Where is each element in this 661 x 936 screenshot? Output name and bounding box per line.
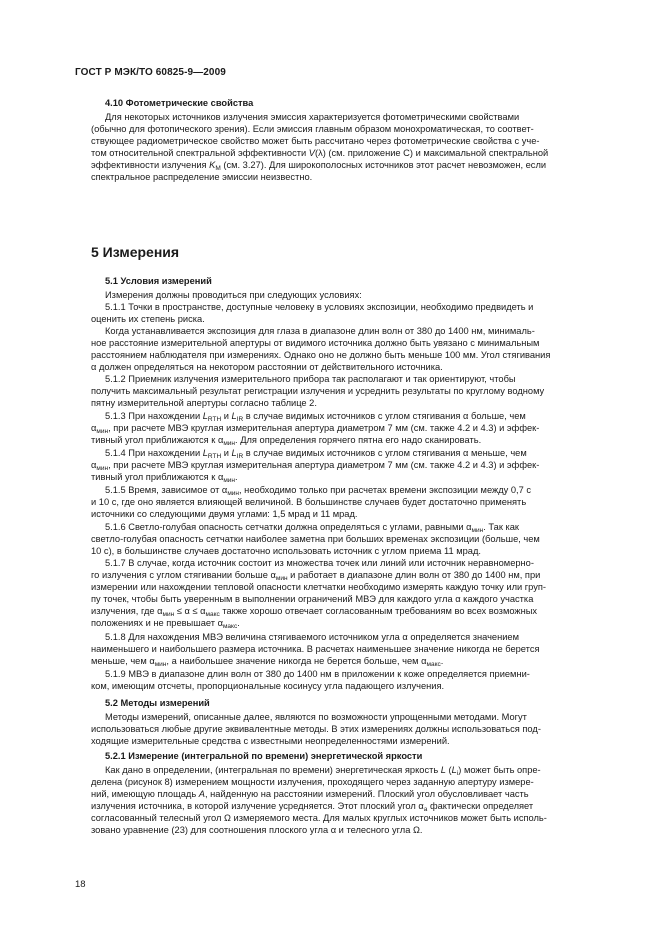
paragraph-line: ное расстояние измерительной апертуры от видимого источника должно быть увязано с минимальным (91, 338, 540, 348)
paragraph-line: Как дано в определении, (интегральная по времени) энергетическая яркость L $(L_i)$ может быть опре- (105, 765, 541, 777)
paragraph-line: 10 с), в большинстве случаев достаточно использовать источник с углом приема 11 мрад. (91, 546, 481, 556)
paragraph-line: 5.1.7 В случае, когда источник состоит из множества точек или линий или источник неравномерно- (105, 558, 534, 568)
paragraph-line: расстоянием наблюдателя при измерениях. Однако оно не должно быть меньше 100 мм. Угол стягивания (91, 350, 551, 360)
paragraph-line: эффективности излучения $K_M$ (см. 3.27). Для широкополосных источников этот расчет невозможен, если (91, 160, 547, 172)
paragraph-line: 5.1.2 Приемник излучения измерительного прибора так располагают и так ориентируют, чтобы (105, 374, 516, 384)
paragraph-line: и 10 с, где оно является влияющей величиной. В большинстве случаев будет достаточно применять (91, 497, 527, 507)
paragraph-line: 5.1.3 При нахождении $L_{RTH}$ и $L_{IR}$ в случае видимых источников с углом стягивания α больше, чем (105, 411, 526, 423)
paragraph-line: излучения, где $\alpha_{мин} \le \alpha \le \alpha_{макс}$ также хорошо отвечает согласованным требованиям во всех возможных (91, 606, 538, 618)
paragraph-line: ком, имеющим отсчеты, пропорциональные косинусу угла падающего излучения. (91, 681, 445, 691)
paragraph-line: 5.1.9 МВЭ в диапазоне длин волн от 380 до 1400 нм в приложении к коже определяется приемни- (105, 669, 530, 679)
paragraph-line: $\alpha_{мин}$, при расчете МВЭ круглая измерительная апертура диаметром 7 мм (см. также 4.2 и 4.3) и эффек- (91, 460, 540, 472)
section-5-title: 5 Измерения (91, 244, 180, 260)
paragraph-line: наименьшего и наибольшего размера источника. В расчетах наименьшее значение никогда не берется (91, 644, 540, 654)
paragraph-line: Для некоторых источников излучения эмиссия характеризуется фотометрическими свойствами (105, 112, 520, 122)
paragraph-line: Когда устанавливается экспозиция для глаза в диапазоне длин волн от 380 до 1400 нм, минималь- (105, 326, 535, 336)
section-4-10-title: 4.10 Фотометрические свойства (105, 98, 254, 108)
paragraph-line: 5.1.4 При нахождении $L_{RTH}$ и $L_{IR}$ в случае видимых источников с углом стягивания α меньше, чем (105, 448, 527, 460)
paragraph-line: измерении или нахождении тепловой опасности клетчатки необходимо измерять каждую точку или груп- (91, 582, 547, 592)
paragraph-line: том относительной спектральной эффективности V(λ) (см. приложение С) и максимальной спектральной (91, 148, 549, 158)
paragraph-line: согласованный телесный угол Ω измеряемого места. Для малых круглых источников может быть исполь- (91, 813, 547, 823)
section-5-1-title: 5.1 Условия измерений (105, 276, 212, 286)
section-5-2-title: 5.2 Методы измерений (105, 698, 210, 708)
document-header: ГОСТ Р МЭК/ТО 60825-9—2009 (75, 67, 226, 78)
paragraph-line: 5.1.6 Светло-голубая опасность сетчатки должна определяться с углами, равными $\alpha_{мин}$. Так как (105, 522, 519, 534)
paragraph-line: положениях и не превышает $\alpha_{макс}$. (91, 618, 240, 630)
paragraph-line: 5.1.8 Для нахождения МВЭ величина стягиваемого источником угла α определяется значением (105, 632, 519, 642)
paragraph-line: 5.1.1 Точки в пространстве, доступные человеку в условиях экспозиции, необходимо предвидеть и (105, 302, 534, 312)
paragraph-line: (обычно для фотопического зрения). Если эмиссия главным образом монохроматическая, то соответ- (91, 124, 534, 134)
paragraph-line: светло-голубая опасность сетчатки наиболее заметна при больших временах экспозиции (больше, чем (91, 534, 540, 544)
section-5-2-1-title: 5.2.1 Измерение (интегральной по времени) энергетической яркости (105, 751, 423, 761)
paragraph-line: меньше, чем $\alpha_{мин}$, а наибольшее значение никогда не берется больше, чем $\alpha_{макс}$. (91, 656, 444, 668)
paragraph-line: $\alpha_{мин}$, при расчете МВЭ круглая измерительная апертура диаметром 7 мм (см. также 4.2 и 4.3) и эффек- (91, 423, 540, 435)
paragraph-line: излучения источника, в которой излучение усредняется. Этот плоский угол $\alpha_a$ фактически определяет (91, 801, 534, 813)
paragraph-line: 5.1.5 Время, зависимое от $\alpha_{мин}$, необходимо только при расчетах времени экспозиции между 0,7 с (105, 485, 532, 497)
paragraph-line: го излучения с углом стягивании больше $\alpha_{мин}$ и работает в диапазоне длин волн от 380 до 1400 нм, при (91, 570, 541, 582)
paragraph-line: зовано уравнение (23) для соотношения плоского угла α и телесного угла Ω. (91, 825, 423, 835)
paragraph-line: спектральное распределение эмиссии неизвестно. (91, 172, 313, 182)
paragraph-line: делена (рисунок 8) измерением мощности излучения, проходящего через заданную апертуру измере- (91, 777, 534, 787)
paragraph-line: тивный угол приближаются к $\alpha_{мин}$. (91, 472, 238, 484)
paragraph-line: ходящие измерительные средства с известными неопределенностями измерений. (91, 736, 450, 746)
paragraph-line: получить максимальный результат регистрации излучения и усреднить результаты по круглому водному (91, 386, 545, 396)
paragraph-line: α должен определяться на некотором расстоянии от действительного источника. (91, 362, 443, 372)
paragraph-line: Измерения должны проводиться при следующих условиях: (105, 290, 362, 300)
paragraph-line: использоваться любые другие эквивалентные методы. В этих измерениях должны использоваться под- (91, 724, 541, 734)
page-number: 18 (75, 879, 86, 890)
paragraph-line: источники со следующими двумя углами: 1,5 мрад и 11 мрад. (91, 509, 358, 519)
paragraph-line: Методы измерений, описанные далее, являются по возможности упрощенными методами. Могут (105, 712, 527, 722)
paragraph-line: пу точек, чтобы быть уверенным в выполнении ограничений МВЭ для каждого угла α каждого участка (91, 594, 534, 604)
paragraph-line: ний, имеющую площадь A, найденную на расстоянии измерений. Плоский угол обусловливает часть (91, 789, 529, 799)
paragraph-line: пятну измерительной апертуры согласно таблице 2. (91, 398, 317, 408)
paragraph-line: тивный угол приближаются к $\alpha_{мин}$. Для определения горячего пятна его надо сканировать. (91, 435, 482, 447)
paragraph-line: оценить их степень риска. (91, 314, 205, 324)
paragraph-line: ствующее радиометрическое свойство может быть рассчитано через фотометрические свойства с уче- (91, 136, 540, 146)
